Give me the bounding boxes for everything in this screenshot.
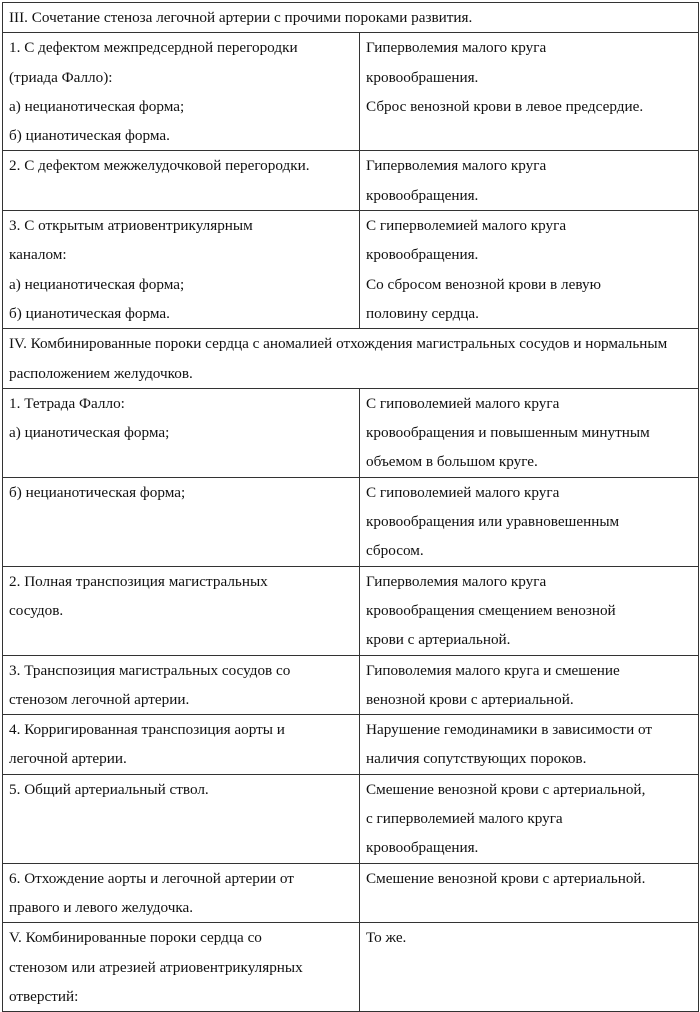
hemodynamics-cell: Нарушение гемодинамики в зависимости от наличия сопутствующих пороков. xyxy=(360,715,699,775)
table-row xyxy=(3,211,699,329)
table-row xyxy=(3,774,699,863)
hemodynamics-cell: Гиперволемия малого круга кровообращения смещением венозной крови с артериальной. xyxy=(360,566,699,655)
defect-cell: 3. С открытым атриовентрикулярным каналом: а) нецианотическая форма; б) цианотическая форма. xyxy=(3,211,360,329)
malformations-table xyxy=(2,2,699,1012)
defect-cell: 2. Полная транспозиция магистральных сосудов. xyxy=(3,566,360,655)
document-page xyxy=(2,2,698,1012)
defect-cell: 4. Корригированная транспозиция аорты и легочной артерии. xyxy=(3,715,360,775)
section-heading-iv: IV. Комбинированные пороки сердца с аномалией отхождения магистральных сосудов и нормальным расположением желудочков. xyxy=(3,329,699,389)
table-row xyxy=(3,715,699,775)
section-heading-iii: III. Сочетание стеноза легочной артерии с прочими пороками развития. xyxy=(3,3,699,33)
hemodynamics-cell: Гиповолемия малого круга и смешение венозной крови с артериальной. xyxy=(360,655,699,715)
hemodynamics-cell: Смешение венозной крови с артериальной. xyxy=(360,863,699,923)
defect-cell: 5. Общий артериальный ствол. xyxy=(3,774,360,863)
hemodynamics-cell: С гиповолемией малого круга кровообращения и повышенным минутным объемом в большом круге. xyxy=(360,388,699,477)
defect-cell: 1. Тетрада Фалло: а) цианотическая форма; xyxy=(3,388,360,477)
defect-cell: 3. Транспозиция магистральных сосудов со стенозом легочной артерии. xyxy=(3,655,360,715)
defect-cell: 2. С дефектом межжелудочковой перегородки. xyxy=(3,151,360,211)
table-row xyxy=(3,151,699,211)
table-row xyxy=(3,566,699,655)
defect-cell: 1. С дефектом межпредсердной перегородки (триада Фалло): а) нецианотическая форма; б) цианотическая форма. xyxy=(3,33,360,151)
table-row xyxy=(3,655,699,715)
hemodynamics-cell: С гиповолемией малого круга кровообращения или уравновешенным сбросом. xyxy=(360,477,699,566)
defect-cell: б) нецианотическая форма; xyxy=(3,477,360,566)
table-row xyxy=(3,477,699,566)
section-row xyxy=(3,3,699,33)
hemodynamics-cell: С гиперволемией малого круга кровообращения. Со сбросом венозной крови в левую половину сердца. xyxy=(360,211,699,329)
table-row xyxy=(3,388,699,477)
table-row xyxy=(3,863,699,923)
table-row xyxy=(3,923,699,1012)
hemodynamics-cell: То же. xyxy=(360,923,699,1012)
hemodynamics-cell: Гиперволемия малого круга кровообращения. xyxy=(360,151,699,211)
hemodynamics-cell: Гиперволемия малого круга кровообрашения. Сброс венозной крови в левое предсердие. xyxy=(360,33,699,151)
defect-cell: V. Комбинированные пороки сердца со стенозом или атрезией атриовентрикулярных отверстий: xyxy=(3,923,360,1012)
defect-cell: 6. Отхождение аорты и легочной артерии от правого и левого желудочка. xyxy=(3,863,360,923)
table-row xyxy=(3,33,699,151)
hemodynamics-cell: Смешение венозной крови с артериальной, с гиперволемией малого круга кровообращения. xyxy=(360,774,699,863)
section-row xyxy=(3,329,699,389)
